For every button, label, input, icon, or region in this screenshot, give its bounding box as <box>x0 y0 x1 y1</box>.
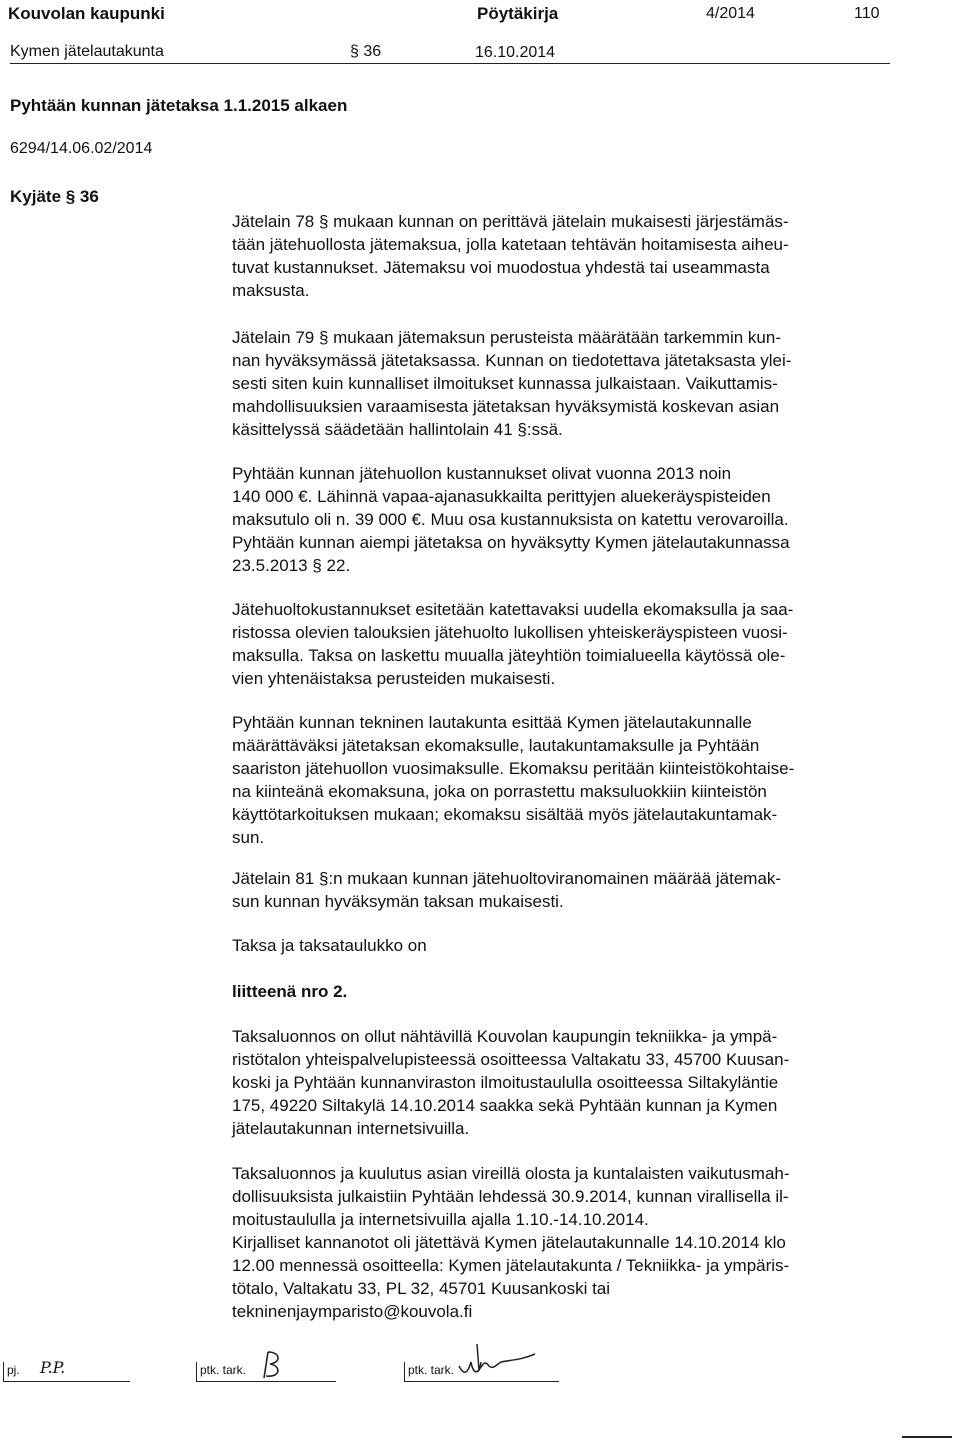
tark2-bracket <box>404 1362 405 1382</box>
tark2-label: ptk. tark. <box>408 1363 455 1377</box>
tark1-bracket <box>196 1362 197 1382</box>
board-name: Kymen jätelautakunta <box>10 43 164 60</box>
document-type: Pöytäkirja <box>477 4 559 23</box>
tark1-signature-line <box>196 1381 336 1382</box>
paragraph-1: Jätelain 78 § mukaan kunnan on perittävä jätelain mukaisesti järjestämäs- tään jätehuollosta jätemaksua, jolla katetaan tehtävän hoitamisesta aiheu- tuvat kustannukset. Jätemaksu voi muodostua yhdestä tai useammasta maksusta. <box>232 212 789 300</box>
tark2-signature-line <box>404 1381 559 1382</box>
pj-label: pj. <box>7 1363 20 1377</box>
paragraph-8: Taksaluonnos on ollut nähtävillä Kouvolan kaupungin tekniikka- ja ympä- ristötalon yhteispalvelupisteessä osoitteessa Valtakatu 33, 45700 Kuusan- koski ja Pyhtään kunnanviraston ilmoitustaululla osoitteessa Siltakyläntie 175, 49220 Siltakylä 14.10.2014 saakka sekä Pyhtään kunnan ja Kymen jätelautakunnan internetsivuilla. <box>232 1027 790 1138</box>
reference-number: 6294/14.06.02/2014 <box>10 140 153 157</box>
paragraph-6: Jätelain 81 §:n mukaan kunnan jätehuoltoviranomainen määrää jätemak- sun kunnan hyväksymän taksan mukaisesti. <box>232 869 782 911</box>
section-number: § 36 <box>350 43 382 60</box>
tark1-label: ptk. tark. <box>200 1363 247 1377</box>
tark2-signature <box>455 1340 545 1382</box>
tark1-signature <box>258 1346 288 1382</box>
pj-initials: P.P. <box>40 1358 66 1377</box>
meeting-date: 16.10.2014 <box>475 44 556 61</box>
pj-bracket <box>3 1362 4 1382</box>
pj-signature-line <box>3 1381 130 1382</box>
paragraph-7: Taksa ja taksataulukko on <box>232 936 427 955</box>
paragraph-2: Jätelain 79 § mukaan jätemaksun perusteista määrätään tarkemmin kun- nan hyväksymässä jätetaksassa. Kunnan on tiedotettava jätetaksasta ylei- sesti siten kuin kunnalliset ilmoitukset kunnassa julkaistaan. Vaikuttamis- mahdollisuuksien varaamisesta jätetaksan hyväksymistä koskevan asian käsittelyssä säädetään hallintolain 41 §:ssä. <box>232 328 792 439</box>
page-number: 110 <box>854 5 880 22</box>
paragraph-3: Pyhtään kunnan jätehuollon kustannukset olivat vuonna 2013 noin 140 000 €. Lähinnä vapaa-ajanasukkailta perittyjen aluekeräyspisteiden maksutulo oli n. 39 000 €. Muu osa kustannuksista on katettu verovaroilla. Pyhtään kunnan aiempi jätetaksa on hyväksytty Kymen jätelautakunnassa 23.5.2013 § 22. <box>232 464 790 575</box>
matter-title: Pyhtään kunnan jätetaksa 1.1.2015 alkaen <box>10 96 348 115</box>
kyjate-section: Kyjäte § 36 <box>10 187 99 206</box>
header-rule <box>10 63 890 64</box>
organization-name: Kouvolan kaupunki <box>8 4 165 23</box>
paragraph-4: Jätehuoltokustannukset esitetään katettavaksi uudella ekomaksulla ja saa- ristossa olevien talouksien jätehuolto lukollisen yhteiskeräyspisteen vuosi- maksulla. Taksa on laskettu muualla jäteyhtiön toimialueella käytössä ole- vien yhtenäistaksa perusteiden mukaisesti. <box>232 600 794 688</box>
paragraph-5: Pyhtään kunnan tekninen lautakunta esittää Kymen jätelautakunnalle määrättäväksi jätetaksan ekomaksulle, lautakuntamaksulle ja Pyhtään saariston jätehuollon vuosimaksulle. Ekomaksu peritään kiinteistökohtaise- na kiinteänä ekomaksuna, joka on porrastettu maksuluokkiin kiinteistön käyttötarkoituksen mukaan; ekomaksu sisältää myös jätelautakuntamak- sun. <box>232 713 795 847</box>
document-number: 4/2014 <box>706 5 755 22</box>
attachment-reference: liitteenä nro 2. <box>232 982 348 1001</box>
paragraph-9: Taksaluonnos ja kuulutus asian vireillä olosta ja kuntalaisten vaikutusmah- dollisuuksista julkaistiin Pyhtään lehdessä 30.9.2014, kunnan virallisella il- moitustaululla ja internetsivuilla ajalla 1.10.-14.10.2014. Kirjalliset kannanotot oli jätettävä Kymen jätelautakunnalle 14.10.2014 klo 12.00 mennessä osoitteella: Kymen jätelautakunta / Tekniikka- ja ympäris- tötalo, Valtakatu 33, PL 32, 45701 Kuusankoski tai tekninenjaymparisto@kouvola.fi <box>232 1164 790 1321</box>
footer-mark <box>902 1436 952 1438</box>
